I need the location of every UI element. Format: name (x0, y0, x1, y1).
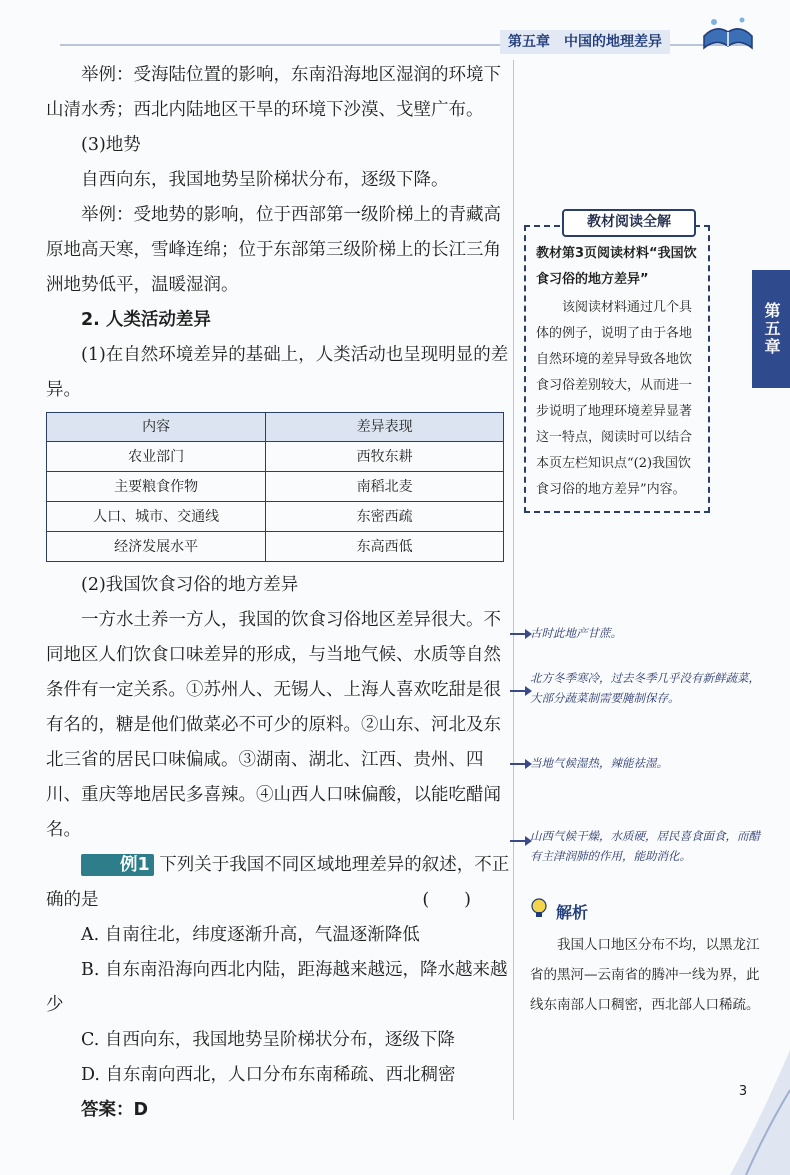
note-arrow (510, 690, 530, 692)
reading-heading: 教材第3页阅读材料“我国饮食习俗的地方差异” (536, 246, 697, 287)
answer-bracket: ( ) (422, 890, 471, 910)
terrain-text: 自西向东，我国地势呈阶梯状分布，逐级下降。 (81, 170, 449, 190)
note-sour: 山西气候干燥，水质硬，居民喜食面食，而醋有主津润肺的作用，能助消化。 (530, 829, 760, 863)
table-cell: 人口、城市、交通线 (47, 502, 266, 532)
food-heading: (2)我国饮食习俗的地方差异 (81, 575, 299, 595)
example-badge: 例1 (81, 854, 154, 876)
option-a: A. 自南往北，纬度逐渐升高，气温逐渐降低 (81, 925, 420, 945)
page-number: 3 (738, 1084, 748, 1099)
table-cell: 西牧东耕 (266, 442, 504, 472)
main-column (46, 58, 511, 1128)
page-header (0, 0, 790, 58)
chapter-title: 第五章 中国的地理差异 (500, 30, 670, 54)
reading-body: 该阅读材料通过几个具体的例子，说明了由于各地自然环境的差异导致各地饮食习俗差别较大，从而进一步说明了地理环境差异显著这一特点，阅读时可以结合本页左栏知识点“(2)我国饮食习俗的地方差异”内容。 (536, 300, 693, 497)
table-row (47, 532, 504, 562)
table-row (47, 502, 504, 532)
note-arrow (510, 633, 530, 635)
terrain-heading: (3)地势 (81, 135, 141, 155)
example-question-text: 下列关于我国不同区域地理差异的叙述，不正确的是 (46, 855, 510, 910)
note-arrow (510, 763, 530, 765)
table-cell: 农业部门 (47, 442, 266, 472)
table-cell: 南稻北麦 (266, 472, 504, 502)
human-activity-text: (1)在自然环境差异的基础上，人类活动也呈现明显的差异。 (46, 345, 509, 400)
table-cell: 主要粮食作物 (47, 472, 266, 502)
terrain-example: 举例：受地势的影响，位于西部第一级阶梯上的青藏高原地高天寒，雪峰连绵；位于东部第三级阶梯上的长江三角洲地势低平，温暖湿润。 (46, 205, 501, 295)
analysis-body: 我国人口地区分布不均，以黑龙江省的黑河—云南省的腾冲一线为界，此线东南部人口稠密，西北部人口稀疏。 (530, 937, 760, 1013)
note-spicy: 当地气候湿热，辣能祛湿。 (530, 756, 668, 770)
note-sugarcane: 古时此地产甘蔗。 (530, 626, 622, 640)
human-activity-heading: 2. 人类活动差异 (81, 310, 211, 330)
reading-title: 教材阅读全解 (562, 209, 696, 237)
answer: 答案：D (81, 1100, 149, 1120)
note-arrow (510, 840, 530, 842)
table-header-row (47, 413, 504, 442)
table-header-content: 内容 (47, 413, 266, 442)
table-row (47, 472, 504, 502)
food-text: 一方水土养一方人，我国的饮食习俗地区差异很大。不同地区人们饮食口味差异的形成，与当地气候、水质等自然条件有一定关系。①苏州人、无锡人、上海人喜欢吃甜是很有名的，糖是他们做菜必不可少的原料。②山东、河北及东北三省的居民口味偏咸。③湖南、湖北、江西、贵州、四川、重庆等地居民多喜辣。④山西人口味偏酸，以能吃醋闻名。 (46, 610, 501, 840)
table-cell: 经济发展水平 (47, 532, 266, 562)
column-divider (513, 60, 514, 1120)
difference-table (46, 412, 504, 562)
table-cell: 东密西疏 (266, 502, 504, 532)
table-header-difference: 差异表现 (266, 413, 504, 442)
reading-box (524, 225, 710, 513)
table-row (47, 442, 504, 472)
table-cell: 东高西低 (266, 532, 504, 562)
option-d: D. 自东南向西北，人口分布东南稀疏、西北稠密 (81, 1065, 456, 1085)
option-c: C. 自西向东，我国地势呈阶梯状分布，逐级下降 (81, 1030, 455, 1050)
analysis-title: 解析 (556, 903, 589, 922)
page-corner-decoration (690, 1050, 790, 1175)
option-b: B. 自东南沿海向西北内陆，距海越来越远，降水越来越少 (46, 960, 508, 1015)
example-question (46, 848, 511, 918)
chapter-side-tab: 第五章 (752, 270, 790, 388)
note-salty: 北方冬季寒冷，过去冬季几乎没有新鲜蔬菜，大部分蔬菜制需要腌制保存。 (530, 671, 760, 705)
paragraph-climate-example: 举例：受海陆位置的影响，东南沿海地区湿润的环境下山清水秀；西北内陆地区干旱的环境下沙漠、戈壁广布。 (46, 65, 501, 120)
lightbulb-icon (528, 897, 550, 919)
open-book-icon (700, 14, 756, 54)
